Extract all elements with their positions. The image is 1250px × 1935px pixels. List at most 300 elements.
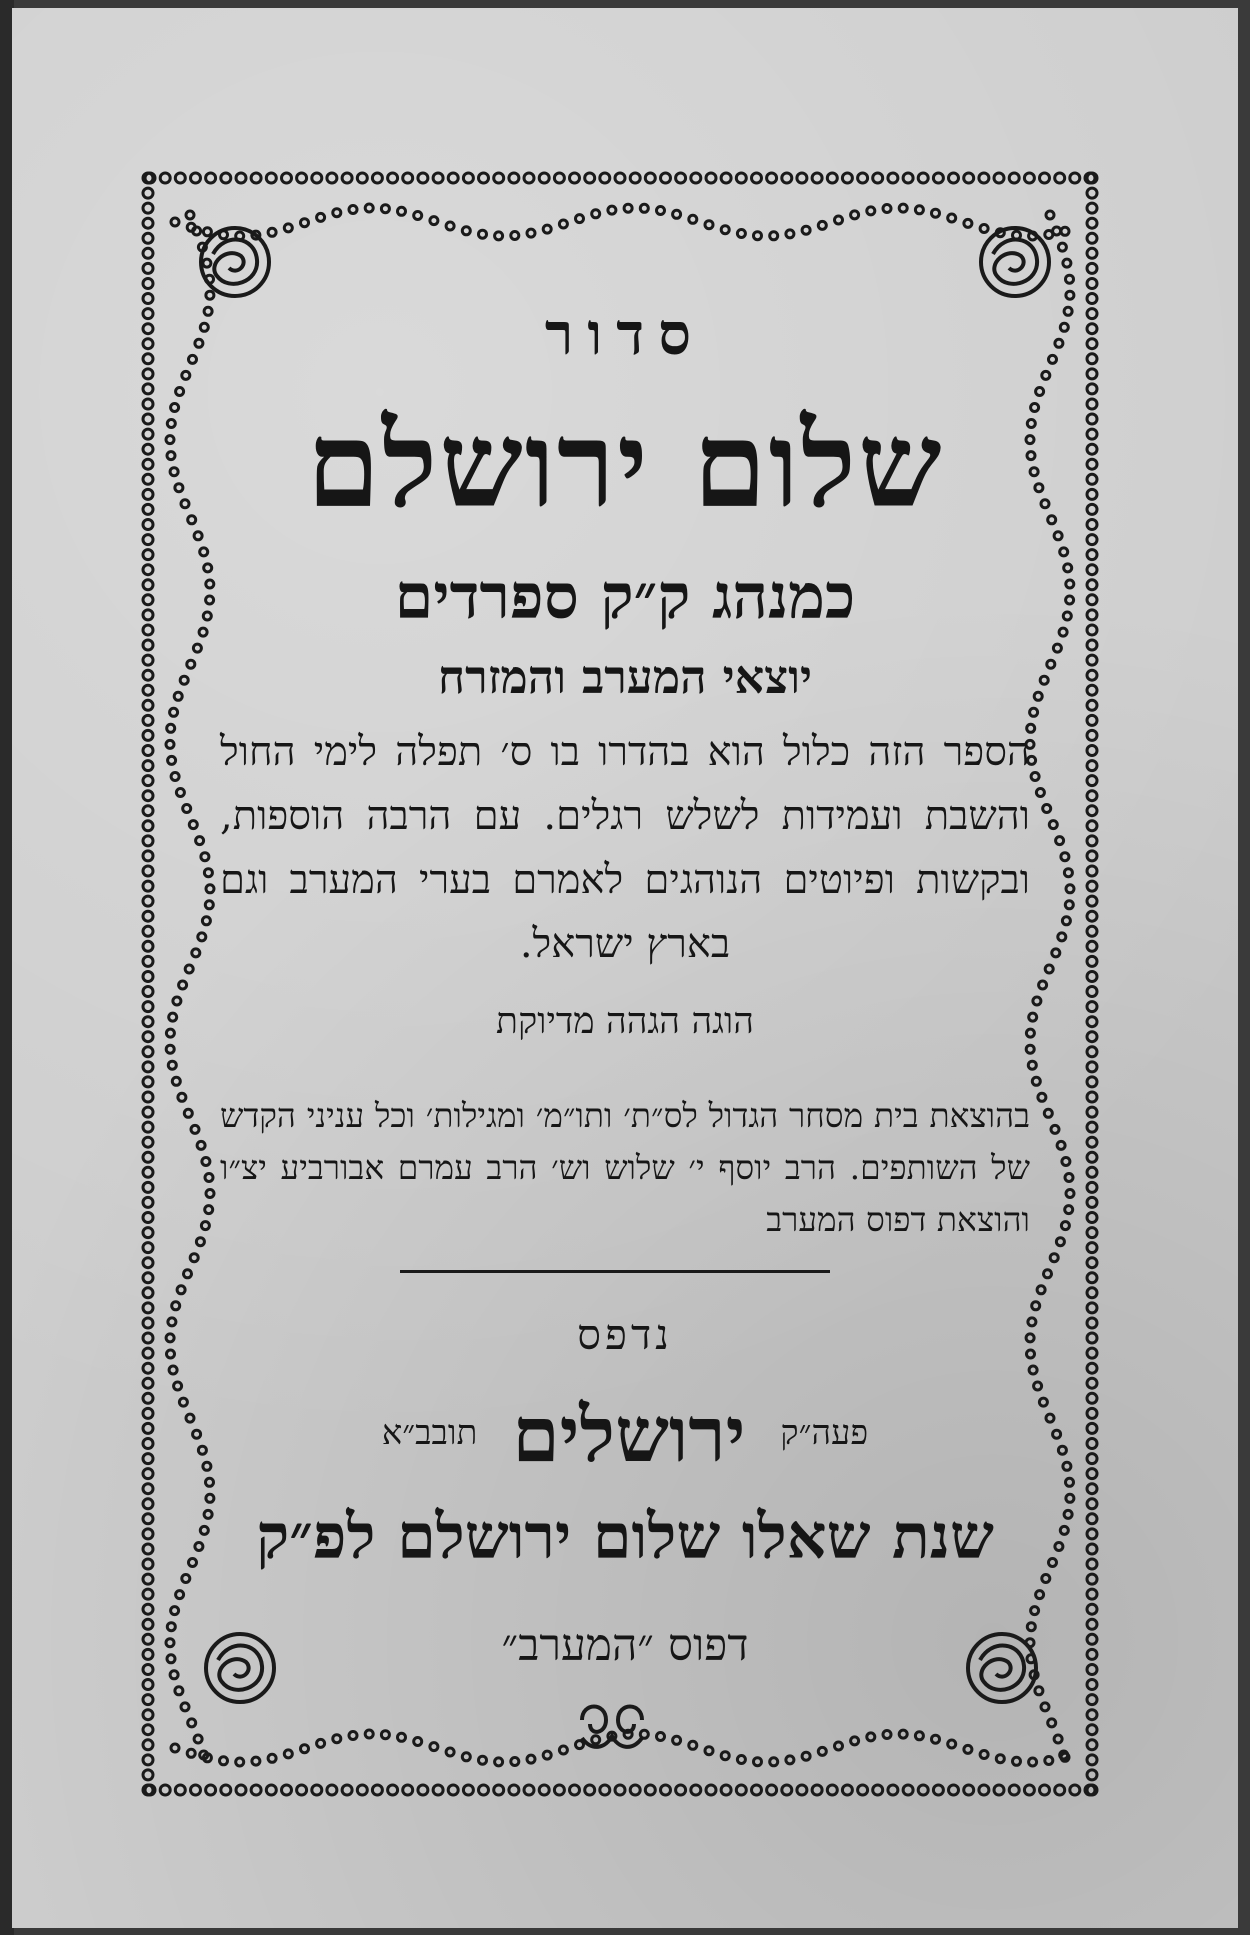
border-dot <box>143 791 153 801</box>
border-dot <box>171 404 179 412</box>
border-dot <box>206 173 216 183</box>
border-dot <box>143 1680 153 1690</box>
border-dot <box>1087 233 1097 243</box>
border-dot <box>252 1757 260 1765</box>
border-dot <box>494 173 504 183</box>
border-dot <box>184 1109 192 1117</box>
border-dot <box>1087 1092 1097 1102</box>
border-dot <box>167 1623 175 1631</box>
border-dot <box>170 468 178 476</box>
border-dot <box>1059 628 1067 636</box>
border-dot <box>1087 1122 1097 1132</box>
border-dot <box>539 173 549 183</box>
border-dot <box>645 173 655 183</box>
border-dot <box>203 1462 211 1470</box>
border-dot <box>327 1785 337 1795</box>
border-dot <box>143 1725 153 1735</box>
border-dot <box>143 248 153 258</box>
border-dot <box>166 1029 174 1037</box>
border-dot <box>494 1785 504 1795</box>
border-dot <box>1087 1077 1097 1087</box>
border-dot <box>463 1785 473 1795</box>
printed-label: נדפס <box>577 1310 673 1359</box>
border-dot <box>1087 1062 1097 1072</box>
border-dot <box>179 981 187 989</box>
border-dot <box>676 173 686 183</box>
border-dot <box>172 1077 180 1085</box>
border-dot <box>297 173 307 183</box>
border-dot <box>203 259 211 267</box>
border-dot <box>198 933 206 941</box>
border-dot <box>206 1190 214 1198</box>
border-dot <box>143 550 153 560</box>
border-dot <box>592 1736 600 1744</box>
border-dot <box>205 1174 213 1182</box>
border-dot <box>143 1303 153 1313</box>
border-dot <box>570 173 580 183</box>
border-dot <box>143 188 153 198</box>
border-dot <box>169 1366 177 1374</box>
border-dot <box>1087 1273 1097 1283</box>
border-dot <box>1087 1680 1097 1690</box>
border-dot <box>143 1137 153 1147</box>
border-dot <box>1064 307 1072 315</box>
border-dot <box>835 1742 843 1750</box>
border-dot <box>220 1757 228 1765</box>
border-dot <box>1087 1484 1097 1494</box>
border-dot <box>1087 806 1097 816</box>
border-dot <box>543 1751 551 1759</box>
border-dot <box>1034 692 1042 700</box>
border-dot <box>372 173 382 183</box>
border-dot <box>1087 1047 1097 1057</box>
border-dot <box>1087 324 1097 334</box>
border-dot <box>1087 746 1097 756</box>
border-dot <box>166 1334 174 1342</box>
border-dot <box>1087 761 1097 771</box>
border-dot <box>1087 474 1097 484</box>
border-dot <box>1087 1197 1097 1207</box>
border-dot <box>204 1510 212 1518</box>
border-dot <box>767 173 777 183</box>
border-dot <box>1058 933 1066 941</box>
border-dot <box>194 532 202 540</box>
border-dot <box>1087 1258 1097 1268</box>
border-dot <box>206 1478 214 1486</box>
border-dot <box>143 1439 153 1449</box>
border-dot <box>1062 917 1070 925</box>
border-dot <box>143 1619 153 1629</box>
border-dot <box>181 500 189 508</box>
border-dot <box>176 1591 184 1599</box>
border-dot <box>1087 1243 1097 1253</box>
border-dot <box>143 203 153 213</box>
border-dot <box>166 1639 174 1647</box>
border-dot <box>1063 1462 1071 1470</box>
border-dot <box>189 1559 197 1567</box>
border-dot <box>818 221 826 229</box>
border-dot <box>1087 504 1097 514</box>
border-dot <box>802 226 810 234</box>
border-dot <box>539 1785 549 1795</box>
border-dot <box>206 580 214 588</box>
border-dot <box>1087 1665 1097 1675</box>
border-dot <box>143 1649 153 1659</box>
border-dot <box>1053 644 1061 652</box>
border-dot <box>205 1206 213 1214</box>
border-dot <box>1064 869 1072 877</box>
border-dot <box>143 474 153 484</box>
border-dot <box>1087 1589 1097 1599</box>
border-dot <box>1031 404 1039 412</box>
border-dot <box>1013 1757 1021 1765</box>
border-dot <box>200 1526 208 1534</box>
border-dot <box>948 1740 956 1748</box>
border-dot <box>1055 1785 1065 1795</box>
border-dot <box>462 227 470 235</box>
border-dot <box>143 1695 153 1705</box>
border-dot <box>194 1735 202 1743</box>
border-dot <box>1087 715 1097 725</box>
border-dot <box>1087 836 1097 846</box>
border-dot <box>1087 354 1097 364</box>
border-dot <box>1046 1414 1054 1422</box>
border-dot <box>143 1197 153 1207</box>
border-dot <box>1087 1213 1097 1223</box>
border-dot <box>1087 1559 1097 1569</box>
border-dot <box>1065 1174 1073 1182</box>
border-dot <box>1037 1286 1045 1294</box>
border-dot <box>143 1604 153 1614</box>
border-dot <box>187 660 195 668</box>
border-dot <box>1044 1270 1052 1278</box>
border-dot <box>143 1408 153 1418</box>
border-dot <box>167 452 175 460</box>
border-dot <box>143 233 153 243</box>
border-dot <box>1061 1222 1069 1230</box>
border-dot <box>143 339 153 349</box>
border-dot <box>206 885 214 893</box>
border-dot <box>964 173 974 183</box>
border-dot <box>1061 853 1069 861</box>
border-dot <box>608 206 616 214</box>
border-dot <box>1034 1382 1042 1390</box>
border-dot <box>174 1382 182 1390</box>
border-dot <box>630 173 640 183</box>
border-dot <box>673 1736 681 1744</box>
border-dot <box>1087 1574 1097 1584</box>
border-dot <box>143 881 153 891</box>
border-dot <box>143 625 153 635</box>
border-dot <box>1087 414 1097 424</box>
border-dot <box>1087 1469 1097 1479</box>
border-dot <box>915 1732 923 1740</box>
border-dot <box>190 1254 198 1262</box>
border-dot <box>414 1738 422 1746</box>
edition-note: הוגה הגהה מדיוקת <box>496 1001 754 1042</box>
border-dot <box>1066 885 1074 893</box>
border-dot <box>1066 1478 1074 1486</box>
border-dot <box>170 1671 178 1679</box>
border-dot <box>585 1785 595 1795</box>
border-dot <box>1087 384 1097 394</box>
border-dot <box>1044 1109 1052 1117</box>
border-dot <box>1063 259 1071 267</box>
border-dot <box>1087 1152 1097 1162</box>
border-dot <box>143 384 153 394</box>
border-dot <box>640 1730 648 1738</box>
divider-rule <box>400 1270 830 1273</box>
border-dot <box>1087 489 1097 499</box>
border-dot <box>1040 676 1048 684</box>
border-dot <box>1087 987 1097 997</box>
border-dot <box>182 1575 190 1583</box>
border-dot <box>842 173 852 183</box>
border-dot <box>143 279 153 289</box>
border-dot <box>576 1741 584 1749</box>
border-dot <box>167 420 175 428</box>
border-dot <box>495 1758 503 1766</box>
border-dot <box>143 1348 153 1358</box>
border-dot <box>168 1318 176 1326</box>
border-dot <box>398 207 406 215</box>
border-dot <box>143 655 153 665</box>
border-dot <box>143 685 153 695</box>
border-dot <box>176 789 184 797</box>
border-dot <box>559 220 567 228</box>
border-dot <box>1033 997 1041 1005</box>
border-dot <box>403 1785 413 1795</box>
border-dot <box>1087 1725 1097 1735</box>
border-dot <box>1065 1206 1073 1214</box>
border-dot <box>752 1785 762 1795</box>
border-dot <box>143 1559 153 1569</box>
border-dot <box>559 1746 567 1754</box>
border-dot <box>1050 1254 1058 1262</box>
border-dot <box>812 1785 822 1795</box>
border-dot <box>143 1363 153 1373</box>
border-dot <box>312 1785 322 1795</box>
border-dot <box>867 1733 875 1741</box>
border-dot <box>143 580 153 590</box>
border-dot <box>143 911 153 921</box>
border-dot <box>1087 520 1097 530</box>
border-dot <box>430 1743 438 1751</box>
border-dot <box>1087 866 1097 876</box>
border-dot <box>1087 941 1097 951</box>
border-dot <box>284 224 292 232</box>
border-dot <box>188 1719 196 1727</box>
description-paragraph: הספר הזה כלול הוא בהדרו בו ס׳ תפלה לימי החול והשבת ועמידות לשלש רגלים. עם הרבה הוספות, ובקשות ופיוטים הנוהגים לאמרם בערי המערב וגם בארץ ישראל. <box>220 729 1030 967</box>
border-dot <box>706 173 716 183</box>
border-dot <box>166 1045 174 1053</box>
border-dot <box>630 1785 640 1795</box>
border-dot <box>691 173 701 183</box>
border-dot <box>168 1061 176 1069</box>
border-dot <box>143 595 153 605</box>
border-dot <box>143 1333 153 1343</box>
border-dot <box>1087 188 1097 198</box>
border-dot <box>899 204 907 212</box>
border-dot <box>342 1785 352 1795</box>
border-dot <box>143 640 153 650</box>
border-dot <box>1087 1695 1097 1705</box>
border-dot <box>1087 1167 1097 1177</box>
border-dot <box>1087 610 1097 620</box>
border-dot <box>1087 580 1097 590</box>
border-dot <box>143 1514 153 1524</box>
border-dot <box>143 670 153 680</box>
border-dot <box>624 204 632 212</box>
border-dot <box>282 173 292 183</box>
border-dot <box>1052 949 1060 957</box>
border-dot <box>166 740 174 748</box>
border-dot <box>1087 1363 1097 1373</box>
place-city: ירושלים <box>512 1390 746 1479</box>
border-dot <box>980 225 988 233</box>
border-dot <box>199 628 207 636</box>
border-dot <box>202 917 210 925</box>
border-dot <box>1087 309 1097 319</box>
border-dot <box>357 1785 367 1795</box>
year-line: שנת שאלו שלום ירושלם לפ״ק <box>256 1500 994 1573</box>
border-dot <box>297 1785 307 1795</box>
border-dot <box>858 1785 868 1795</box>
border-dot <box>585 173 595 183</box>
border-dot <box>143 429 153 439</box>
border-dot <box>767 1785 777 1795</box>
border-dot <box>1087 565 1097 575</box>
border-dot <box>980 1751 988 1759</box>
border-dot <box>143 1122 153 1132</box>
border-dot <box>1087 399 1097 409</box>
border-dot <box>174 692 182 700</box>
border-dot <box>932 209 940 217</box>
border-dot <box>1031 1607 1039 1615</box>
border-dot <box>812 173 822 183</box>
border-dot <box>143 414 153 424</box>
border-dot <box>1087 279 1097 289</box>
border-dot <box>1042 371 1050 379</box>
border-dot <box>143 1423 153 1433</box>
border-dot <box>282 1785 292 1795</box>
border-dot <box>236 1785 246 1795</box>
border-dot <box>143 1318 153 1328</box>
border-dot <box>1087 851 1097 861</box>
border-dot <box>1066 1190 1074 1198</box>
border-dot <box>205 901 213 909</box>
border-dot <box>193 227 201 235</box>
border-dot <box>915 206 923 214</box>
border-dot <box>1029 1366 1037 1374</box>
border-dot <box>1087 248 1097 258</box>
border-dot <box>365 1730 373 1738</box>
border-dot <box>143 987 153 997</box>
border-dot <box>1055 1543 1063 1551</box>
border-dot <box>1087 203 1097 213</box>
border-dot <box>1087 685 1097 695</box>
border-dot <box>1087 1228 1097 1238</box>
border-dot <box>1087 1393 1097 1403</box>
border-dot <box>691 1785 701 1795</box>
border-dot <box>169 1013 177 1021</box>
border-dot <box>201 1222 209 1230</box>
border-dot <box>175 1687 183 1695</box>
border-dot <box>1055 339 1063 347</box>
border-dot <box>835 216 843 224</box>
border-dot <box>1029 1758 1037 1766</box>
border-dot <box>284 1750 292 1758</box>
border-dot <box>1048 516 1056 524</box>
border-dot <box>509 1785 519 1795</box>
border-dot <box>143 1755 153 1765</box>
border-dot <box>1087 821 1097 831</box>
border-dot <box>858 173 868 183</box>
border-dot <box>1087 1514 1097 1524</box>
border-dot <box>1087 730 1097 740</box>
border-dot <box>782 1785 792 1795</box>
border-dot <box>143 776 153 786</box>
border-dot <box>1087 263 1097 273</box>
border-dot <box>177 1286 185 1294</box>
border-dot <box>143 941 153 951</box>
border-dot <box>1051 1125 1059 1133</box>
border-dot <box>266 1785 276 1795</box>
border-dot <box>204 307 212 315</box>
border-dot <box>1045 1757 1053 1765</box>
border-dot <box>554 1785 564 1795</box>
border-dot <box>301 219 309 227</box>
border-dot <box>1062 1158 1070 1166</box>
border-dot <box>1041 1703 1049 1711</box>
border-dot <box>143 294 153 304</box>
border-dot <box>1038 1093 1046 1101</box>
border-dot <box>979 173 989 183</box>
border-dot <box>1087 444 1097 454</box>
border-dot <box>1030 468 1038 476</box>
border-dot <box>964 219 972 227</box>
border-dot <box>964 1785 974 1795</box>
border-dot <box>842 1785 852 1795</box>
border-dot <box>1087 1182 1097 1192</box>
border-dot <box>600 173 610 183</box>
border-dot <box>1087 776 1097 786</box>
border-dot <box>179 1398 187 1406</box>
border-dot <box>527 1755 535 1763</box>
border-dot <box>509 173 519 183</box>
border-dot <box>996 1755 1004 1763</box>
border-dot <box>186 211 194 219</box>
border-dot <box>883 1731 891 1739</box>
border-dot <box>1087 1770 1097 1780</box>
border-dot <box>200 323 208 331</box>
border-dot <box>1087 1423 1097 1433</box>
border-dot <box>143 1499 153 1509</box>
border-dot <box>143 896 153 906</box>
border-dot <box>1087 1454 1097 1464</box>
border-dot <box>1009 1785 1019 1795</box>
border-dot <box>448 1785 458 1795</box>
border-dot <box>1087 791 1097 801</box>
border-dot <box>191 1785 201 1795</box>
border-dot <box>827 1785 837 1795</box>
border-dot <box>903 173 913 183</box>
border-dot <box>770 232 778 240</box>
publisher-paragraph: בהוצאת בית מסחר הגדול לס״ת׳ ותו״מ׳ ומגילות׳ וכל עניני הקדש של השותפים. הרב יוסף י׳ שלוש וש׳ הרב עמרם אבורביע יצ״ו והוצאת דפוס המערב <box>220 1096 1030 1239</box>
border-dot <box>1087 926 1097 936</box>
border-dot <box>689 1741 697 1749</box>
border-dot <box>176 388 184 396</box>
